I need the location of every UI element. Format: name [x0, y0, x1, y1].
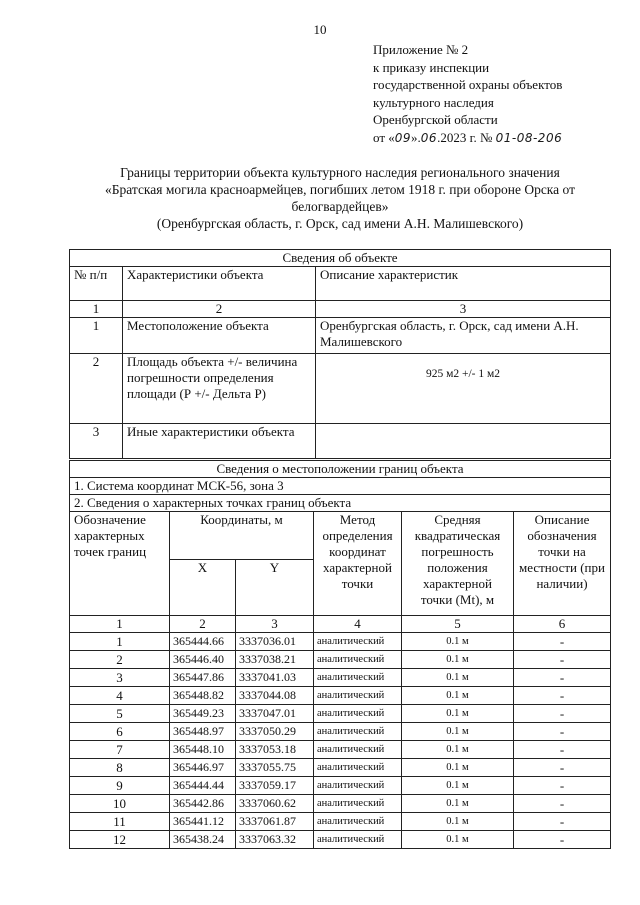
appendix-block — [373, 41, 562, 147]
table-row — [70, 723, 611, 741]
header-coords: Координаты, м — [170, 512, 314, 560]
point-description: - — [514, 651, 611, 669]
point-method: аналитический — [314, 723, 402, 741]
point-error: 0.1 м — [402, 741, 514, 759]
point-error: 0.1 м — [402, 705, 514, 723]
point-method: аналитический — [314, 651, 402, 669]
point-method: аналитический — [314, 759, 402, 777]
point-number: 12 — [70, 831, 170, 849]
point-description: - — [514, 831, 611, 849]
title-line: Границы территории объекта культурного наследия регионального значения — [120, 165, 560, 180]
point-error: 0.1 м — [402, 795, 514, 813]
point-number: 2 — [70, 651, 170, 669]
index-cell: 1 — [70, 301, 123, 318]
point-error: 0.1 м — [402, 831, 514, 849]
point-error: 0.1 м — [402, 669, 514, 687]
point-description: - — [514, 633, 611, 651]
point-rows — [70, 633, 611, 849]
point-number: 6 — [70, 723, 170, 741]
row-desc: Оренбургская область, г. Орск, сад имени А.Н. Малишевского — [316, 318, 611, 354]
point-y: 3337055.75 — [236, 759, 314, 777]
index-cell: 2 — [123, 301, 316, 318]
point-y: 3337050.29 — [236, 723, 314, 741]
row-number: 3 — [70, 424, 123, 459]
point-description: - — [514, 813, 611, 831]
index-cell: 1 — [70, 616, 170, 633]
point-y: 3337053.18 — [236, 741, 314, 759]
point-x: 365448.82 — [170, 687, 236, 705]
point-method: аналитический — [314, 831, 402, 849]
order-number-handwritten: 01-08-206 — [495, 130, 563, 145]
point-y: 3337041.03 — [236, 669, 314, 687]
point-error: 0.1 м — [402, 687, 514, 705]
location-section-title: Сведения о местоположении границ объекта — [70, 461, 611, 478]
point-x: 365444.66 — [170, 633, 236, 651]
point-y: 3337044.08 — [236, 687, 314, 705]
point-error: 0.1 м — [402, 777, 514, 795]
point-number: 9 — [70, 777, 170, 795]
point-error: 0.1 м — [402, 723, 514, 741]
point-x: 365441.12 — [170, 813, 236, 831]
header-x: X — [170, 560, 236, 616]
point-method: аналитический — [314, 741, 402, 759]
row-number: 2 — [70, 354, 123, 424]
table-row — [70, 705, 611, 723]
table-row — [70, 651, 611, 669]
coord-system: 1. Система координат МСК-56, зона 3 — [70, 478, 611, 495]
table-row — [70, 813, 611, 831]
location-table — [69, 460, 611, 849]
title-line: «Братская могила красноармейцев, погибших летом 1918 г. при обороне Орска от — [104, 182, 575, 197]
index-cell: 3 — [316, 301, 611, 318]
point-error: 0.1 м — [402, 651, 514, 669]
point-number: 3 — [70, 669, 170, 687]
point-y: 3337059.17 — [236, 777, 314, 795]
point-x: 365449.23 — [170, 705, 236, 723]
object-info-table — [69, 249, 611, 459]
table-row — [70, 669, 611, 687]
date-month-handwritten: 06 — [420, 130, 438, 145]
table-row — [70, 741, 611, 759]
date-day-handwritten: 09 — [394, 130, 412, 145]
point-number: 11 — [70, 813, 170, 831]
date-year: .2023 г. № — [437, 129, 493, 145]
index-cell: 5 — [402, 616, 514, 633]
point-number: 5 — [70, 705, 170, 723]
point-y: 3337047.01 — [236, 705, 314, 723]
point-method: аналитический — [314, 705, 402, 723]
appendix-date-line — [373, 129, 562, 148]
point-number: 10 — [70, 795, 170, 813]
header-characteristics: Характеристики объекта — [123, 267, 316, 301]
table-row — [70, 633, 611, 651]
header-point-description: Описание обозначения точки на местности (при наличии) — [514, 512, 611, 616]
points-title: 2. Сведения о характерных точках границ объекта — [70, 495, 611, 512]
index-cell: 3 — [236, 616, 314, 633]
point-x: 365447.86 — [170, 669, 236, 687]
point-number: 8 — [70, 759, 170, 777]
appendix-line: к приказу инспекции — [373, 59, 490, 75]
point-y: 3337060.62 — [236, 795, 314, 813]
row-desc: 925 м2 +/- 1 м2 — [316, 354, 611, 424]
table-row — [70, 831, 611, 849]
point-x: 365448.97 — [170, 723, 236, 741]
point-description: - — [514, 741, 611, 759]
header-description: Описание характеристик — [316, 267, 611, 301]
point-description: - — [514, 723, 611, 741]
point-method: аналитический — [314, 777, 402, 795]
header-number: № п/п — [70, 267, 123, 301]
appendix-line: Приложение № 2 — [373, 42, 469, 57]
row-name: Площадь объекта +/- величина погрешности определения площади (Р +/- Дельта Р) — [123, 354, 316, 424]
title-line: белогвардейцев» — [291, 199, 389, 214]
point-x: 365442.86 — [170, 795, 236, 813]
point-error: 0.1 м — [402, 813, 514, 831]
point-x: 365438.24 — [170, 831, 236, 849]
table-row — [70, 777, 611, 795]
point-x: 365448.10 — [170, 741, 236, 759]
point-description: - — [514, 795, 611, 813]
appendix-line: культурного наследия — [373, 94, 494, 110]
row-number: 1 — [70, 318, 123, 354]
point-method: аналитический — [314, 669, 402, 687]
point-x: 365446.40 — [170, 651, 236, 669]
row-desc — [316, 424, 611, 459]
point-method: аналитический — [314, 687, 402, 705]
point-y: 3337036.01 — [236, 633, 314, 651]
header-error: Средняя квадратическая погрешность положения характерной точки (Mt), м — [402, 512, 514, 616]
index-cell: 4 — [314, 616, 402, 633]
header-designation: Обозначение характерных точек границ — [70, 512, 170, 616]
header-method: Метод определения координат характерной точки — [314, 512, 402, 616]
date-mid: ». — [411, 129, 421, 145]
point-y: 3337063.32 — [236, 831, 314, 849]
row-name: Иные характеристики объекта — [123, 424, 316, 459]
table-row — [70, 424, 611, 459]
point-x: 365444.44 — [170, 777, 236, 795]
object-section-title: Сведения об объекте — [70, 250, 611, 267]
point-method: аналитический — [314, 795, 402, 813]
title-subline: (Оренбургская область, г. Орск, сад имени А.Н. Малишевского) — [156, 216, 524, 231]
point-description: - — [514, 669, 611, 687]
point-error: 0.1 м — [402, 633, 514, 651]
point-number: 7 — [70, 741, 170, 759]
index-cell: 6 — [514, 616, 611, 633]
point-error: 0.1 м — [402, 759, 514, 777]
table-row — [70, 318, 611, 354]
date-prefix: от « — [373, 129, 395, 145]
table-row — [70, 354, 611, 424]
point-description: - — [514, 759, 611, 777]
document-title — [60, 164, 620, 232]
appendix-line: Оренбургской области — [373, 112, 498, 127]
table-row — [70, 687, 611, 705]
point-description: - — [514, 705, 611, 723]
header-y: Y — [236, 560, 314, 616]
point-method: аналитический — [314, 633, 402, 651]
point-number: 4 — [70, 687, 170, 705]
appendix-line: государственной охраны объектов — [373, 77, 563, 92]
table-row — [70, 795, 611, 813]
table-row — [70, 759, 611, 777]
index-cell: 2 — [170, 616, 236, 633]
point-number: 1 — [70, 633, 170, 651]
point-description: - — [514, 687, 611, 705]
point-x: 365446.97 — [170, 759, 236, 777]
point-description: - — [514, 777, 611, 795]
row-name: Местоположение объекта — [123, 318, 316, 354]
point-method: аналитический — [314, 813, 402, 831]
point-y: 3337038.21 — [236, 651, 314, 669]
page-number: 10 — [313, 22, 327, 37]
point-y: 3337061.87 — [236, 813, 314, 831]
